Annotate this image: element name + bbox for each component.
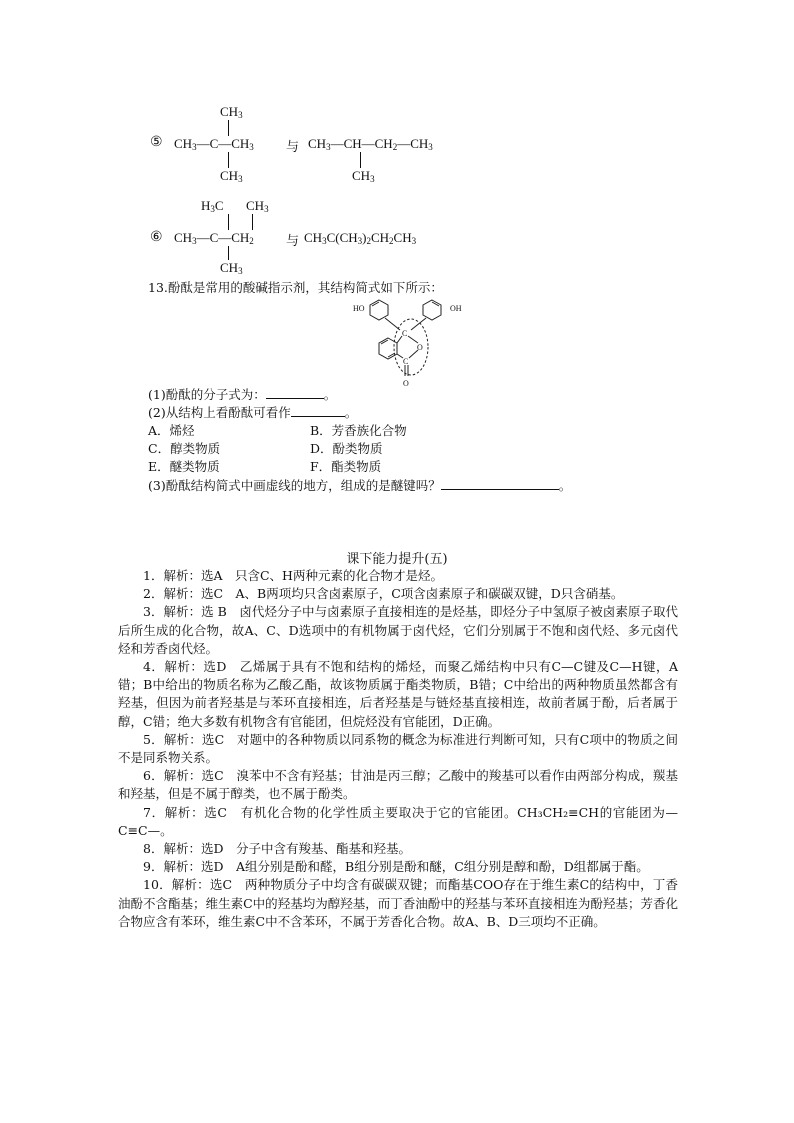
- label-c-bottom: C: [403, 357, 409, 366]
- answer-paragraph: 10．解析：选C 两种物质分子中均含有碳碳双键；而酯基COO存在于维生素C的结构中，丁香油酚不含酯基；维生素C中的羟基均为醇羟基，而丁香油酚中的羟基与苯环直接相连为酚羟基；芳香化合物应含有苯环，维生素C中不含苯环，不属于芳香化合物。故A、B、D三项均不正确。: [118, 877, 678, 929]
- answer-blank: [441, 477, 559, 490]
- answer-paragraph: 7．解析：选C 有机化合物的化学性质主要取决于它的官能团。CH₃CH₂≡CH的官能团为—C≡C—。: [118, 804, 678, 838]
- answer-paragraph: 9．解析：选D A组分别是酚和醛，B组分别是酚和醚，C组分别是醇和酚，D组都属于酯。: [143, 859, 649, 875]
- phenolphthalein-structure-figure: [352, 296, 470, 388]
- connector-text: 与: [286, 139, 300, 154]
- connector-text: 与: [286, 233, 300, 248]
- main-chain-left: $CH_3—C—CH_2$: [174, 230, 254, 246]
- bond-vertical: [228, 120, 229, 136]
- option: D．酚类物质: [310, 441, 383, 456]
- main-chain-left: $CH_3—C—CH_3$: [174, 136, 254, 152]
- question-text: (2)从结构上看酚酞可看作: [148, 405, 291, 420]
- substituent-top-right: $CH_3$: [246, 198, 269, 214]
- bond-vertical: [360, 152, 361, 168]
- label-ho: HO: [353, 304, 365, 313]
- question-end: 。: [558, 478, 572, 493]
- answer-paragraph: 4．解析：选D 乙烯属于具有不饱和结构的烯烃，而聚乙烯结构中只有C—C键及C—H键，A错；B中给出的物质名称为乙酸乙酯，故该物质属于酯类物质，B错；C中给出的两种物质虽然都含有羟基，但因为前者羟基是与苯环直接相连，后者羟基是与链烃基直接相连，故前者属于酚，后者属于醇，C错；绝大多数有机物含有官能团，但烷烃没有官能团，D正确。: [118, 659, 678, 729]
- bond-vertical: [228, 246, 229, 260]
- question-13-part-1: [148, 386, 336, 404]
- label-o-carbonyl: O: [403, 379, 409, 388]
- option: E．醚类物质: [148, 459, 220, 474]
- question-13-stem: 13.酚酞是常用的酸碱指示剂，其结构简式如下所示：: [148, 280, 443, 295]
- question-13-part-3: [148, 477, 571, 495]
- bond-vertical: [252, 214, 253, 230]
- substituent-bottom: $CH_3$: [220, 168, 243, 184]
- substituent-bottom: $CH_3$: [220, 260, 243, 276]
- question-end: 。: [344, 405, 358, 420]
- main-chain-right: $CH_3—CH—CH_2—CH_3$: [308, 136, 433, 152]
- substituent-bottom: $CH_3$: [352, 168, 375, 184]
- answer-paragraph: 3．解析：选 B 卤代烃分子中与卤素原子直接相连的是烃基，即烃分子中氢原子被卤素原子取代后所生成的化合物，故A、C、D选项中的有机物属于卤代烃，它们分别属于不饱和卤代烃、多元卤代烃和芳香卤代烃。: [118, 604, 678, 656]
- bond-vertical: [228, 214, 229, 230]
- dashed-ester-highlight: [394, 319, 428, 375]
- answer-paragraph: 6．解析：选C 溴苯中不含有羟基；甘油是丙三醇；乙酸中的羧基可以看作由两部分构成，羰基和羟基，但是不属于醇类，也不属于酚类。: [118, 768, 678, 802]
- answer-paragraph: 8．解析：选D 分子中含有羧基、酯基和羟基。: [143, 841, 411, 857]
- substituent-top-left: $H_3C$: [201, 198, 224, 214]
- answer-blank: [266, 386, 324, 399]
- benzene-ring-left: [370, 300, 388, 320]
- answer-paragraph: 1．解析：选A 只含C、H两种元素的化合物才是烃。: [143, 568, 443, 583]
- question-text: (3)酚酞结构简式中画虚线的地方，组成的是醚键吗？: [148, 478, 441, 493]
- answer-blank: [291, 404, 345, 417]
- option: F．酯类物质: [310, 459, 382, 474]
- bond-vertical: [228, 152, 229, 168]
- item-marker: ⑤: [150, 134, 163, 150]
- option: C．醇类物质: [148, 441, 221, 456]
- substituent-top: $CH_3$: [220, 104, 243, 120]
- item-marker: ⑥: [150, 229, 163, 245]
- answers-body: [118, 567, 678, 931]
- question-13-part-2: [148, 404, 357, 422]
- question-text: (1)酚酞的分子式为：: [148, 387, 266, 402]
- condensed-formula: $CH_3C(CH_3)_2CH_2CH_3$: [304, 230, 417, 246]
- answer-paragraph: 2．解析：选C A、B两项均只含卤素原子，C项含卤素原子和碳碳双键，D只含硝基。: [143, 586, 624, 602]
- answer-paragraph: 5．解析：选C 对题中的各种物质以同系物的概念为标准进行判断可知，只有C项中的物质之间不是同系物关系。: [118, 731, 678, 766]
- benzene-ring-right: [423, 300, 441, 320]
- question-end: 。: [323, 387, 337, 402]
- option: B．芳香族化合物: [310, 423, 407, 438]
- option: A．烯烃: [148, 423, 195, 438]
- label-c-top: C: [402, 329, 408, 338]
- label-oh: OH: [450, 304, 462, 313]
- label-o-ring: O: [417, 343, 423, 352]
- answers-title: 课下能力提升(五): [346, 552, 448, 567]
